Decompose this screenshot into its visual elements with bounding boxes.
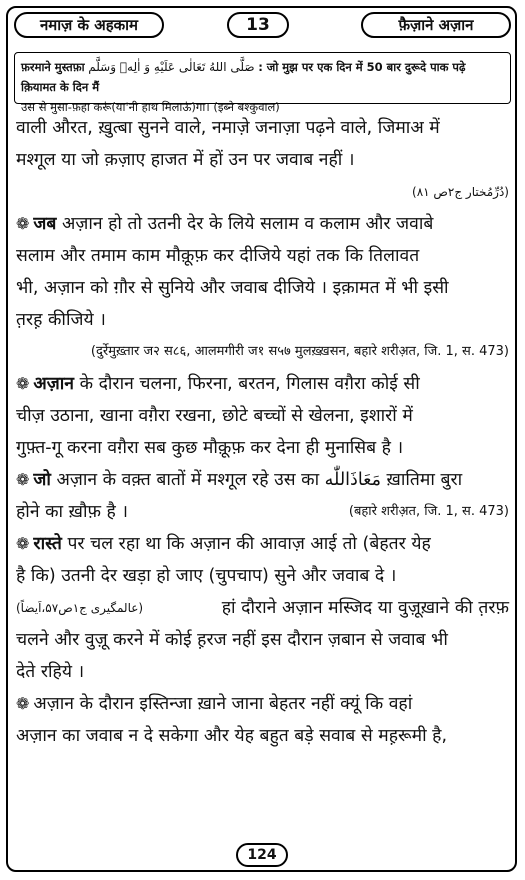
page-number-bottom: 124 [236,843,288,867]
reference-text: (عالمگیری ج۱ص۵۷،اَیضاً) [16,601,144,615]
page-number-top: 13 [227,12,289,38]
text-span: होने का ख़ौफ़ है । [16,502,129,522]
reference-text: (बहारे शरीअ़त, जि. 1, स. 473) [348,504,509,519]
text-span: अज़ान हो तो उतनी देर के लिये सलाम व कलाम और जवाबे [61,214,434,234]
text-line: गुफ़्त-गू करना वग़ैरा सब कुछ मौक़ूफ़ कर देना ही मुनासिब है । [16,438,404,458]
text-span: अज़ान के वक़्त बातों में मश्गूल रहे उस का مَعَاذَاللّٰه ख़ातिमा बुरा [56,470,463,490]
text-line [16,208,509,240]
text-line [16,592,509,624]
text-line: भी, अज़ान को ग़ौर से सुनिये और जवाब दीजिये । इक़ामत में भी इसी [16,278,449,298]
text-line: चीज़ उठाना, खाना वग़ैरा रखना, छोटे बच्चों से खेलना, इशारों में [16,406,413,426]
page-header [14,12,511,42]
flower-ornament-icon: ❁ [16,470,30,489]
paragraph-lead: जब [33,214,57,234]
salutation-arabic: صَلَّى اللهُ تَعَالٰى عَلَيْهِ وَ اٰلِهٖ وَسَلَّم [88,60,255,74]
text-line: है कि) उतनी देर खड़ा हो जाए (चुपचाप) सुने और जवाब दे । [16,566,397,586]
text-line: सलाम और तमाम काम मौक़ूफ़ कर दीजिये यहां तक कि तिलावत [16,246,420,266]
text-span: के दौरान चलना, फिरना, बरतन, गिलास वग़ैरा कोई सी [79,374,420,394]
reference [16,176,509,208]
text-line [16,368,509,400]
reference-text: (دُرِّمُختار ج۲ص ۸۱) [412,185,509,199]
flower-ornament-icon: ❁ [16,694,30,713]
text-span: हां दौराने अज़ान मस्जिद या वुज़ूख़ाने की त़रफ़ [221,598,509,618]
reference-text: (दुर्रेमुख़्तार ज२ स८६, आलमगीरी ज१ स५७ मुलख़्ख़सन, बहारे शरीअ़त, जि. 1, स. 473) [90,344,509,359]
flower-ornament-icon: ❁ [16,534,30,553]
flower-ornament-icon: ❁ [16,214,30,233]
text-line [16,464,509,496]
text-span: अज़ान के दौरान इस्तिन्जा ख़ाने जाना बेहतर नहीं क्यूं कि वहां [33,694,413,714]
paragraph-lead: अज़ान [33,374,75,394]
book-title: नमाज़ के अहकाम [14,12,164,38]
banner-heading: फ़रमाने मुस्तफ़ा [21,60,85,74]
chapter-title: फ़ैज़ाने अज़ान [361,12,511,38]
text-line: त़रह़ कीजिये । [16,310,106,330]
text-line: चलने और वुज़ू करने में कोई ह़रज नहीं इस दौरान ज़बान से जवाब भी [16,630,448,650]
paragraph-lead: रास्ते [33,534,62,554]
hadith-banner [14,52,511,114]
text-line: वाली औरत, ख़ुत्बा सुनने वाले, नमाज़े जनाज़ा पढ़ने वाले, जिमाअ में [16,118,440,138]
paragraph-lead: जो [33,470,51,490]
reference [16,336,509,368]
text-line: अज़ान का जवाब न दे सकेगा और येह बहुत बड़े सवाब से मह़रूमी है, [16,726,448,746]
banner-line-2: उस से मुसा-फ़हा करूं(या'नी हाथ मिलाऊं)गा। (इब्ने बश्कुवाल) [21,100,280,114]
text-line: देते रहिये । [16,662,85,682]
banner-line-1 [21,57,504,97]
text-line [16,528,509,560]
banner-text-1: : जो मुझ पर एक दिन में 50 बार दुरूदे पाक पढ़े क़ियामत के दिन मैं [21,60,466,94]
flower-ornament-icon: ❁ [16,374,30,393]
text-line [16,688,509,720]
text-line [16,496,509,528]
main-text [16,112,509,752]
text-span: पर चल रहा था कि अज़ान की आवाज़ आई तो (बेहतर येह [67,534,431,554]
text-line: मश्गूल या जो क़ज़ाए हाजत में हों उन पर जवाब नहीं । [16,150,355,170]
